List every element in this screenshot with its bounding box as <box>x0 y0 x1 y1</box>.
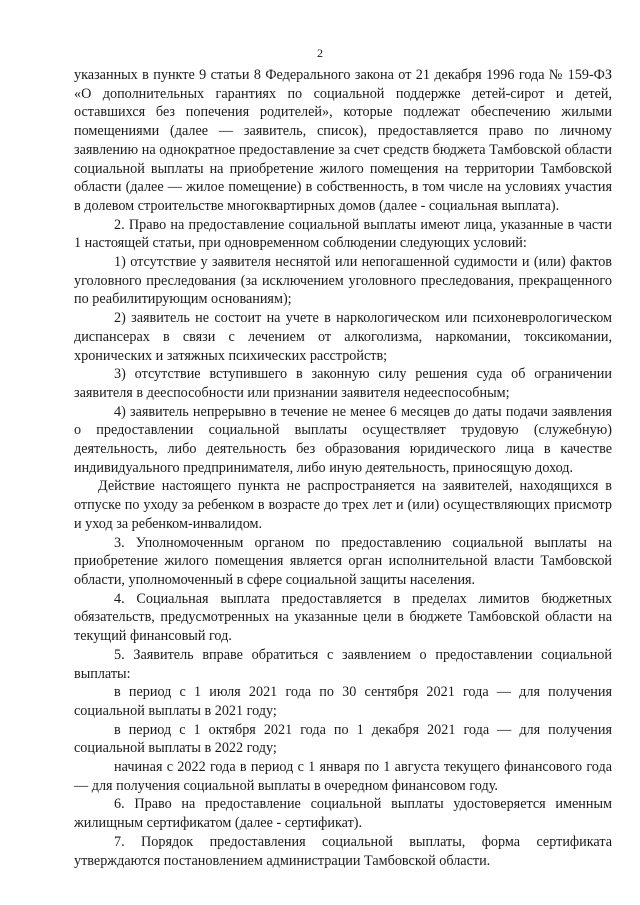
document-body <box>74 66 612 870</box>
paragraph: 4) заявитель непрерывно в течение не менее 6 месяцев до даты подачи заявления о предоставлении социальной выплаты осуществляет трудовую (служебную) деятельность, либо деятельность без образования юридического лица в качестве индивидуального предпринимателя, либо иную деятельность, приносящую доход. <box>74 403 612 476</box>
paragraph: начиная с 2022 года в период с 1 января по 1 августа текущего финансового года — для получения социальной выплаты в очередном финансовом году. <box>74 759 612 794</box>
paragraph: 2) заявитель не состоит на учете в наркологическом или психоневрологическом диспансерах в связи с лечением от алкоголизма, наркомании, токсикомании, хронических и затяжных психических расстройств; <box>74 310 612 364</box>
paragraph: 1) отсутствие у заявителя неснятой или непогашенной судимости и (или) фактов уголовного преследования (за исключением уголовного преследования, прекращенного по реабилитирующим основаниям); <box>74 254 612 308</box>
paragraph: 5. Заявитель вправе обратиться с заявлением о предоставлении социальной выплаты: <box>74 646 612 682</box>
paragraph: 3. Уполномоченным органом по предоставлению социальной выплаты на приобретение жилого помещения является орган исполнительной власти Тамбовской области, уполномоченный в сфере социальной защиты населения. <box>74 534 612 588</box>
paragraph: 3) отсутствие вступившего в законную силу решения суда об ограничении заявителя в дееспособности или признании заявителя недееспособным; <box>74 366 612 401</box>
paragraph: 4. Социальная выплата предоставляется в пределах лимитов бюджетных обязательств, предусмотренных на указанные цели в бюджете Тамбовской области на текущий финансовый год. <box>74 590 612 645</box>
paragraph: 6. Право на предоставление социальной выплаты удостоверяется именным жилищным сертификатом (далее - сертификат). <box>74 796 612 832</box>
paragraph: в период с 1 октября 2021 года по 1 декабря 2021 года — для получения социальной выплаты в 2022 году; <box>74 721 612 757</box>
paragraph: Действие настоящего пункта не распространяется на заявителей, находящихся в отпуске по уходу за ребенком в возрасте до трех лет и (или) осуществляющих присмотр и уход за ребенком-инвалидом. <box>74 478 612 532</box>
page-number: 2 <box>317 46 323 60</box>
paragraph: 2. Право на предоставление социальной выплаты имеют лица, указанные в части 1 настоящей статьи, при одновременном соблюдении следующих условий: <box>74 216 612 252</box>
paragraph: 7. Порядок предоставления социальной выплаты, форма сертификата утверждаются постановлением администрации Тамбовской области. <box>74 833 612 869</box>
paragraph: в период с 1 июля 2021 года по 30 сентября 2021 года — для получения социальной выплаты в 2021 году; <box>74 684 612 719</box>
paragraph: указанных в пункте 9 статьи 8 Федерального закона от 21 декабря 1996 года № 159-ФЗ «О дополнительных гарантиях по социальной поддержке детей-сирот и детей, оставшихся без попечения родителей», которые подлежат обеспечению жилыми помещениями (далее — заявитель, список), предоставляется право по личному заявлению на однократное предоставление за счет средств бюджета Тамбовской области социальной выплаты на приобретение жилого помещения на территории Тамбовской области (далее — жилое помещение) в собственность, в том числе на условиях участия в долевом строительстве многоквартирных домов (далее - социальная выплата). <box>74 67 612 214</box>
